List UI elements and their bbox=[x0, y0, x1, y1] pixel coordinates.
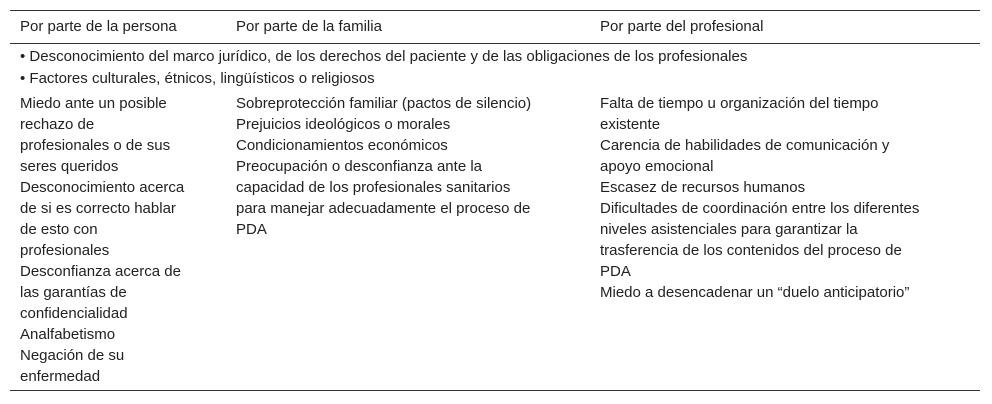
persona-line: Miedo ante un posible bbox=[20, 95, 167, 112]
familia-line: Sobreprotección familiar (pactos de silencio) bbox=[236, 95, 532, 112]
column-persona bbox=[20, 93, 184, 387]
column-profesional bbox=[600, 93, 919, 303]
persona-line: de si es correcto hablar bbox=[20, 200, 176, 217]
persona-line: las garantías de bbox=[20, 284, 127, 301]
persona-line: profesionales o de sus bbox=[20, 137, 171, 154]
spanning-row-cultural: • Factores culturales, étnicos, lingüísticos o religiosos bbox=[20, 70, 375, 87]
profesional-line: existente bbox=[600, 116, 661, 133]
persona-line: Desconfianza acerca de bbox=[20, 263, 181, 280]
persona-line: de esto con bbox=[20, 221, 98, 238]
header-familia: Por parte de la familia bbox=[236, 18, 382, 35]
persona-line: enfermedad bbox=[20, 368, 101, 385]
persona-line: seres queridos bbox=[20, 158, 119, 175]
familia-line: Prejuicios ideológicos o morales bbox=[236, 116, 451, 133]
profesional-line: Miedo a desencadenar un “duelo anticipatorio” bbox=[600, 284, 910, 301]
familia-line: Condicionamientos económicos bbox=[236, 137, 448, 154]
header-persona: Por parte de la persona bbox=[20, 18, 177, 35]
persona-line: Negación de su bbox=[20, 347, 125, 364]
profesional-line: PDA bbox=[600, 263, 631, 280]
persona-line: rechazo de bbox=[20, 116, 95, 133]
column-familia bbox=[236, 93, 531, 240]
familia-line: capacidad de los profesionales sanitarios bbox=[236, 179, 511, 196]
familia-line: PDA bbox=[236, 221, 267, 238]
familia-line: Preocupación o desconfianza ante la bbox=[236, 158, 483, 175]
profesional-line: niveles asistenciales para garantizar la bbox=[600, 221, 858, 238]
persona-line: Analfabetismo bbox=[20, 326, 116, 343]
profesional-line: Carencia de habilidades de comunicación y bbox=[600, 137, 890, 154]
persona-line: confidencialidad bbox=[20, 305, 128, 322]
profesional-line: Dificultades de coordinación entre los diferentes bbox=[600, 200, 920, 217]
profesional-line: Falta de tiempo u organización del tiempo bbox=[600, 95, 879, 112]
header-profesional: Por parte del profesional bbox=[600, 18, 764, 35]
familia-line: para manejar adecuadamente el proceso de bbox=[236, 200, 531, 217]
profesional-line: trasferencia de los contenidos del proceso de bbox=[600, 242, 902, 259]
spanning-row-legal: • Desconocimiento del marco jurídico, de los derechos del paciente y de las obligaciones de los profesionales bbox=[20, 48, 748, 65]
barriers-table bbox=[10, 10, 980, 391]
table-header-row bbox=[10, 11, 980, 44]
persona-line: Desconocimiento acerca bbox=[20, 179, 185, 196]
profesional-line: Escasez de recursos humanos bbox=[600, 179, 806, 196]
profesional-line: apoyo emocional bbox=[600, 158, 714, 175]
persona-line: profesionales bbox=[20, 242, 110, 259]
